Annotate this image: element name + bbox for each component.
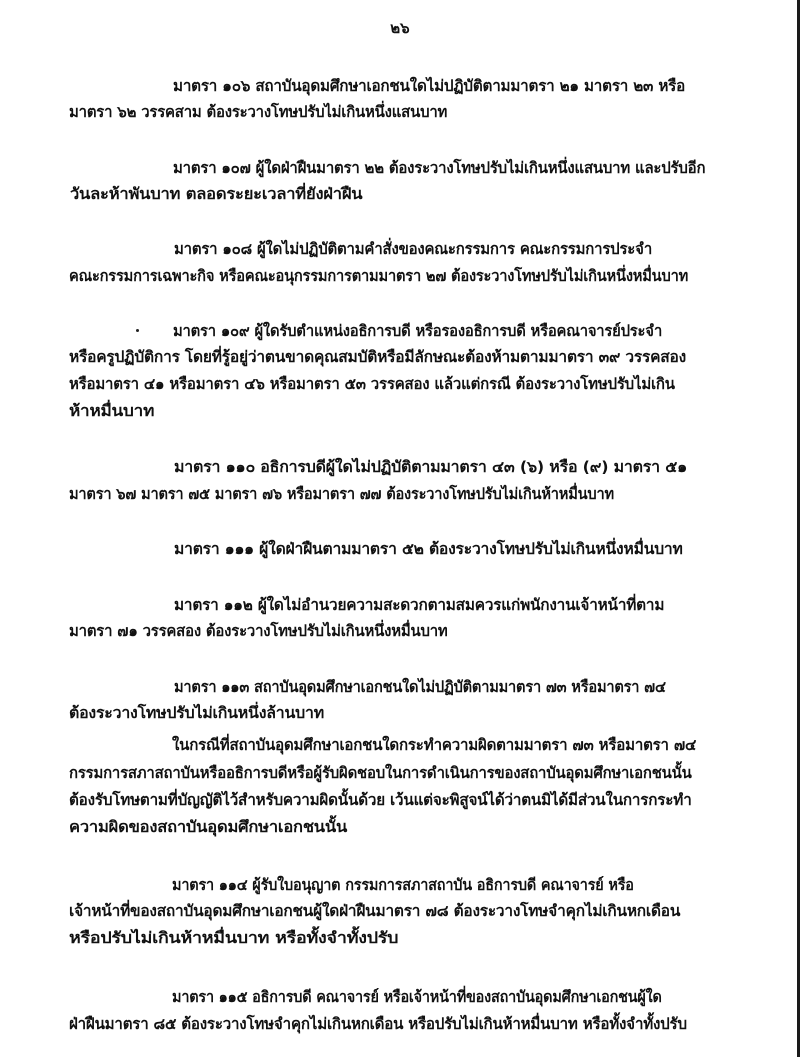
section-109-line-2: หรือครูปฏิบัติการ โดยที่รู้อยู่ว่าตนขาดคุณสมบัติหรือมีลักษณะต้องห้ามตามมาตรา ๓๙ วรรคสอง (69, 348, 687, 366)
section-113-paragraph-2-line-2: กรรมการสภาสถาบันหรืออธิการบดีหรือผู้รับผิดชอบในการดำเนินการของสถาบันอุดมศึกษาเอกชนนั้น (69, 764, 692, 782)
section-113-paragraph-2-line-4: ความผิดของสถาบันอุดมศึกษาเอกชนนั้น (69, 818, 348, 836)
section-107-line-2: วันละห้าพันบาท ตลอดระยะเวลาที่ยังฝ่าฝืน (70, 185, 363, 203)
section-106-line-2: มาตรา ๖๒ วรรคสาม ต้องระวางโทษปรับไม่เกินหนึ่งแสนบาท (69, 103, 448, 121)
section-115-line-1: มาตรา ๑๑๕ อธิการบดี คณาจารย์ หรือเจ้าหน้าที่ของสถาบันอุดมศึกษาเอกชนผู้ใด (172, 988, 662, 1006)
section-115-line-2: ฝ่าฝืนมาตรา ๘๕ ต้องระวางโทษจำคุกไม่เกินหกเดือน หรือปรับไม่เกินห้าหมื่นบาท หรือทั้งจำทั้งปรับ (69, 1015, 687, 1033)
section-113-line-2: ต้องระวางโทษปรับไม่เกินหนึ่งล้านบาท (69, 704, 324, 722)
section-114-line-1: มาตรา ๑๑๔ ผู้รับใบอนุญาต กรรมการสภาสถาบัน อธิการบดี คณาจารย์ หรือ (172, 876, 634, 894)
section-109-line-3: หรือมาตรา ๔๑ หรือมาตรา ๔๖ หรือมาตรา ๕๓ วรรคสอง แล้วแต่กรณี ต้องระวางโทษปรับไม่เกิน (69, 375, 675, 393)
section-113-line-1: มาตรา ๑๑๓ สถาบันอุดมศึกษาเอกชนใดไม่ปฏิบัติตามมาตรา ๗๓ หรือมาตรา ๗๔ (174, 678, 666, 696)
section-113-paragraph-2-line-1: ในกรณีที่สถาบันอุดมศึกษาเอกชนใดกระทำความผิดตามมาตรา ๗๓ หรือมาตรา ๗๔ (172, 736, 697, 754)
section-112-line-1: มาตรา ๑๑๒ ผู้ใดไม่อำนวยความสะดวกตามสมควรแก่พนักงานเจ้าหน้าที่ตาม (174, 596, 665, 614)
scan-speck (136, 329, 139, 332)
section-113-paragraph-2-line-3: ต้องรับโทษตามที่บัญญัติไว้สำหรับความผิดนั้นด้วย เว้นแต่จะพิสูจน์ได้ว่าตนมิได้มีส่วนในการกระทำ (69, 791, 692, 809)
section-106-line-1: มาตรา ๑๐๖ สถาบันอุดมศึกษาเอกชนใดไม่ปฏิบัติตามมาตรา ๒๑ มาตรา ๒๓ หรือ (173, 77, 686, 95)
section-108-line-2: คณะกรรมการเฉพาะกิจ หรือคณะอนุกรรมการตามมาตรา ๒๗ ต้องระวางโทษปรับไม่เกินหนึ่งหมื่นบาท (69, 267, 689, 285)
section-109-line-1: มาตรา ๑๐๙ ผู้ใดรับตำแหน่งอธิการบดี หรือรองอธิการบดี หรือคณาจารย์ประจำ (173, 322, 663, 340)
section-111-line-1: มาตรา ๑๑๑ ผู้ใดฝ่าฝืนตามมาตรา ๕๒ ต้องระวางโทษปรับไม่เกินหนึ่งหมื่นบาท (174, 540, 683, 558)
section-108-line-1: มาตรา ๑๐๘ ผู้ใดไม่ปฏิบัติตามคำสั่งของคณะกรรมการ คณะกรรมการประจำ (174, 240, 653, 258)
section-112-line-2: มาตรา ๗๑ วรรคสอง ต้องระวางโทษปรับไม่เกินหนึ่งหมื่นบาท (69, 622, 448, 640)
section-107-line-1: มาตรา ๑๐๗ ผู้ใดฝ่าฝืนมาตรา ๒๒ ต้องระวางโทษปรับไม่เกินหนึ่งแสนบาท และปรับอีก (173, 159, 706, 177)
section-114-line-2: เจ้าหน้าที่ของสถาบันอุดมศึกษาเอกชนผู้ใดฝ่าฝืนมาตรา ๗๘ ต้องระวางโทษจำคุกไม่เกินหกเดือน (69, 902, 681, 920)
section-109-line-4: ห้าหมื่นบาท (69, 402, 155, 420)
section-114-line-3: หรือปรับไม่เกินห้าหมื่นบาท หรือทั้งจำทั้งปรับ (69, 929, 399, 947)
section-110-line-2: มาตรา ๖๗ มาตรา ๗๕ มาตรา ๗๖ หรือมาตรา ๗๗ ต้องระวางโทษปรับไม่เกินห้าหมื่นบาท (69, 485, 614, 503)
page-number: ๒๖ (390, 19, 410, 37)
section-110-line-1: มาตรา ๑๑๐ อธิการบดีผู้ใดไม่ปฏิบัติตามมาตรา ๔๓ (๖) หรือ (๙) มาตรา ๕๑ (174, 458, 688, 476)
